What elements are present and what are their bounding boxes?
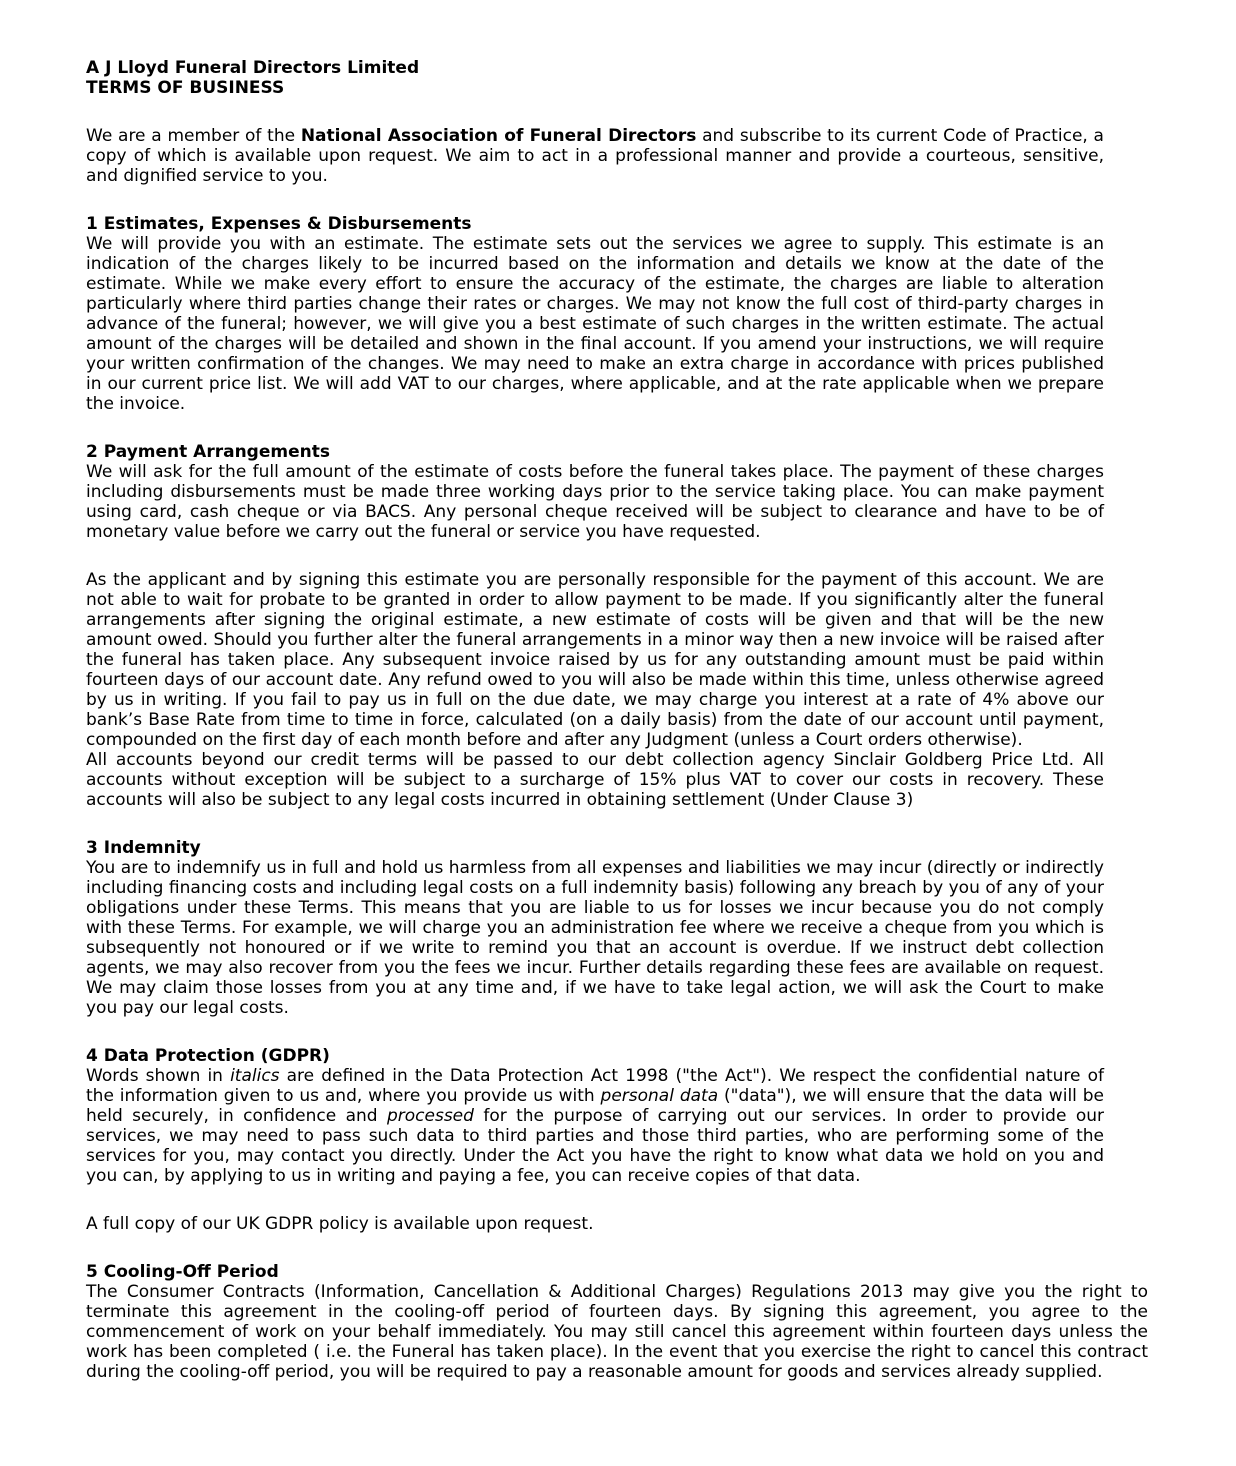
spacer: [86, 414, 1104, 442]
section-2-paragraph-3: All accounts beyond our credit terms will be passed to our debt collection agency Sinclair Goldberg Price Ltd. All accounts without exception will be subject to a surcharge of 15% plus VAT to cover our costs in recovery. These accounts will also be subject to any legal costs incurred in obtaining settlement (Under Clause 3): [86, 750, 1104, 810]
section-3-heading: 3 Indemnity: [86, 838, 201, 858]
section-1-body: We will provide you with an estimate. The estimate sets out the services we agree to supply. This estimate is an indication of the charges likely to be incurred based on the information and details we know at the date of the estimate. While we make every effort to ensure the accuracy of the estimate, the charges are liable to alteration particularly where third parties change their rates or charges. We may not know the full cost of third-party charges in advance of the funeral; however, we will give you a best estimate of such charges in the written estimate. The actual amount of the charges will be detailed and shown in the final account. If you amend your instructions, we will require your written confirmation of the changes. We may need to make an extra charge in accordance with prices published in our current price list. We will add VAT to our charges, where applicable, and at the rate applicable when we prepare the invoice.: [86, 234, 1104, 414]
section-2-paragraph-2: As the applicant and by signing this estimate you are personally responsible for the payment of this account. We are not able to wait for probate to be granted in order to allow payment to be made. If you significantly alter the funeral arrangements after signing the original estimate, a new estimate of costs will be given and that will be the new amount owed. Should you further alter the funeral arrangements in a minor way then a new invoice will be raised after the funeral has taken place. Any subsequent invoice raised by us for any outstanding amount must be paid within fourteen days of our account date. Any refund owed to you will also be made within this time, unless otherwise agreed by us in writing. If you fail to pay us in full on the due date, we may charge you interest at a rate of 4% above our bank’s Base Rate from time to time in force, calculated (on a daily basis) from the date of our account until payment, compounded on the first day of each month before and after any Judgment (unless a Court orders otherwise).: [86, 570, 1104, 750]
section-5-heading: 5 Cooling-Off Period: [86, 1262, 279, 1282]
spacer: [86, 98, 1104, 126]
personal-data-term: personal data: [600, 1086, 719, 1106]
spacer: [86, 1234, 1104, 1262]
spacer: [86, 810, 1104, 838]
section-3-body: You are to indemnify us in full and hold us harmless from all expenses and liabilities we may incur (directly or indirectly including financing costs and including legal costs on a full indemnity basis) following any breach by you of any of your obligations under these Terms. This means that you are liable to us for losses we incur because you do not comply with these Terms. For example, we will charge you an administration fee where we receive a cheque from you which is subsequently not honoured or if we write to remind you that an account is overdue. If we instruct debt collection agents, we may also recover from you the fees we incur. Further details regarding these fees are available on request. We may claim those losses from you at any time and, if we have to take legal action, we will ask the Court to make you pay our legal costs.: [86, 858, 1104, 1018]
section-5-body: The Consumer Contracts (Information, Cancellation & Additional Charges) Regulations 2013 may give you the right to terminate this agreement in the cooling-off period of fourteen days. By signing this agreement, you agree to the commencement of work on your behalf immediately. You may still cancel this agreement within fourteen days unless the work has been completed ( i.e. the Funeral has taken place). In the event that you exercise the right to cancel this contract during the cooling-off period, you will be required to pay a reasonable amount for goods and services already supplied.: [86, 1282, 1148, 1382]
section-4-text-2: are defined in the Data Protection Act 1998 ("the Act"). We respect the confidential nature of the information given to us and, where you provide us with: [86, 1066, 1104, 1106]
spacer: [86, 542, 1104, 570]
intro-paragraph: [86, 126, 1104, 186]
section-4-heading: 4 Data Protection (GDPR): [86, 1046, 330, 1066]
gdpr-policy-note: A full copy of our UK GDPR policy is available upon request.: [86, 1214, 594, 1234]
terms-document: [86, 58, 1148, 1382]
section-4-body: [86, 1066, 1104, 1186]
section-2-heading: 2 Payment Arrangements: [86, 442, 330, 462]
association-name: National Association of Funeral Directors: [300, 126, 697, 146]
section-2-paragraph-1: We will ask for the full amount of the estimate of costs before the funeral takes place. The payment of these charges including disbursements must be made three working days prior to the service taking place. You can make payment using card, cash cheque or via BACS. Any personal cheque received will be subject to clearance and have to be of monetary value before we carry out the funeral or service you have requested.: [86, 462, 1104, 542]
italics-term: italics: [230, 1066, 280, 1086]
intro-text-2: and subscribe to its current Code of Practice, a copy of which is available upon request. We aim to act in a professional manner and provide a courteous, sensitive, and dignified service to you.: [86, 126, 1104, 186]
document-title: TERMS OF BUSINESS: [86, 78, 285, 98]
spacer: [86, 1186, 1104, 1214]
section-4-text-1: Words shown in: [86, 1066, 231, 1086]
section-1-heading: 1 Estimates, Expenses & Disbursements: [86, 214, 472, 234]
spacer: [86, 1018, 1104, 1046]
section-4-text-4: for the purpose of carrying out our services. In order to provide our services, we may need to pass such data to third parties and those third parties, who are performing some of the services for you, may contact you directly. Under the Act you have the right to know what data we hold on you and you can, by applying to us in writing and paying a fee, you can receive copies of that data.: [86, 1106, 1104, 1186]
intro-text-1: We are a member of the: [86, 126, 301, 146]
section-4-text-3: ("data"), we will ensure that the data will be held securely, in confidence and: [86, 1086, 1105, 1126]
company-name: A J Lloyd Funeral Directors Limited: [86, 58, 420, 78]
processed-term: processed: [386, 1106, 474, 1126]
spacer: [86, 186, 1104, 214]
